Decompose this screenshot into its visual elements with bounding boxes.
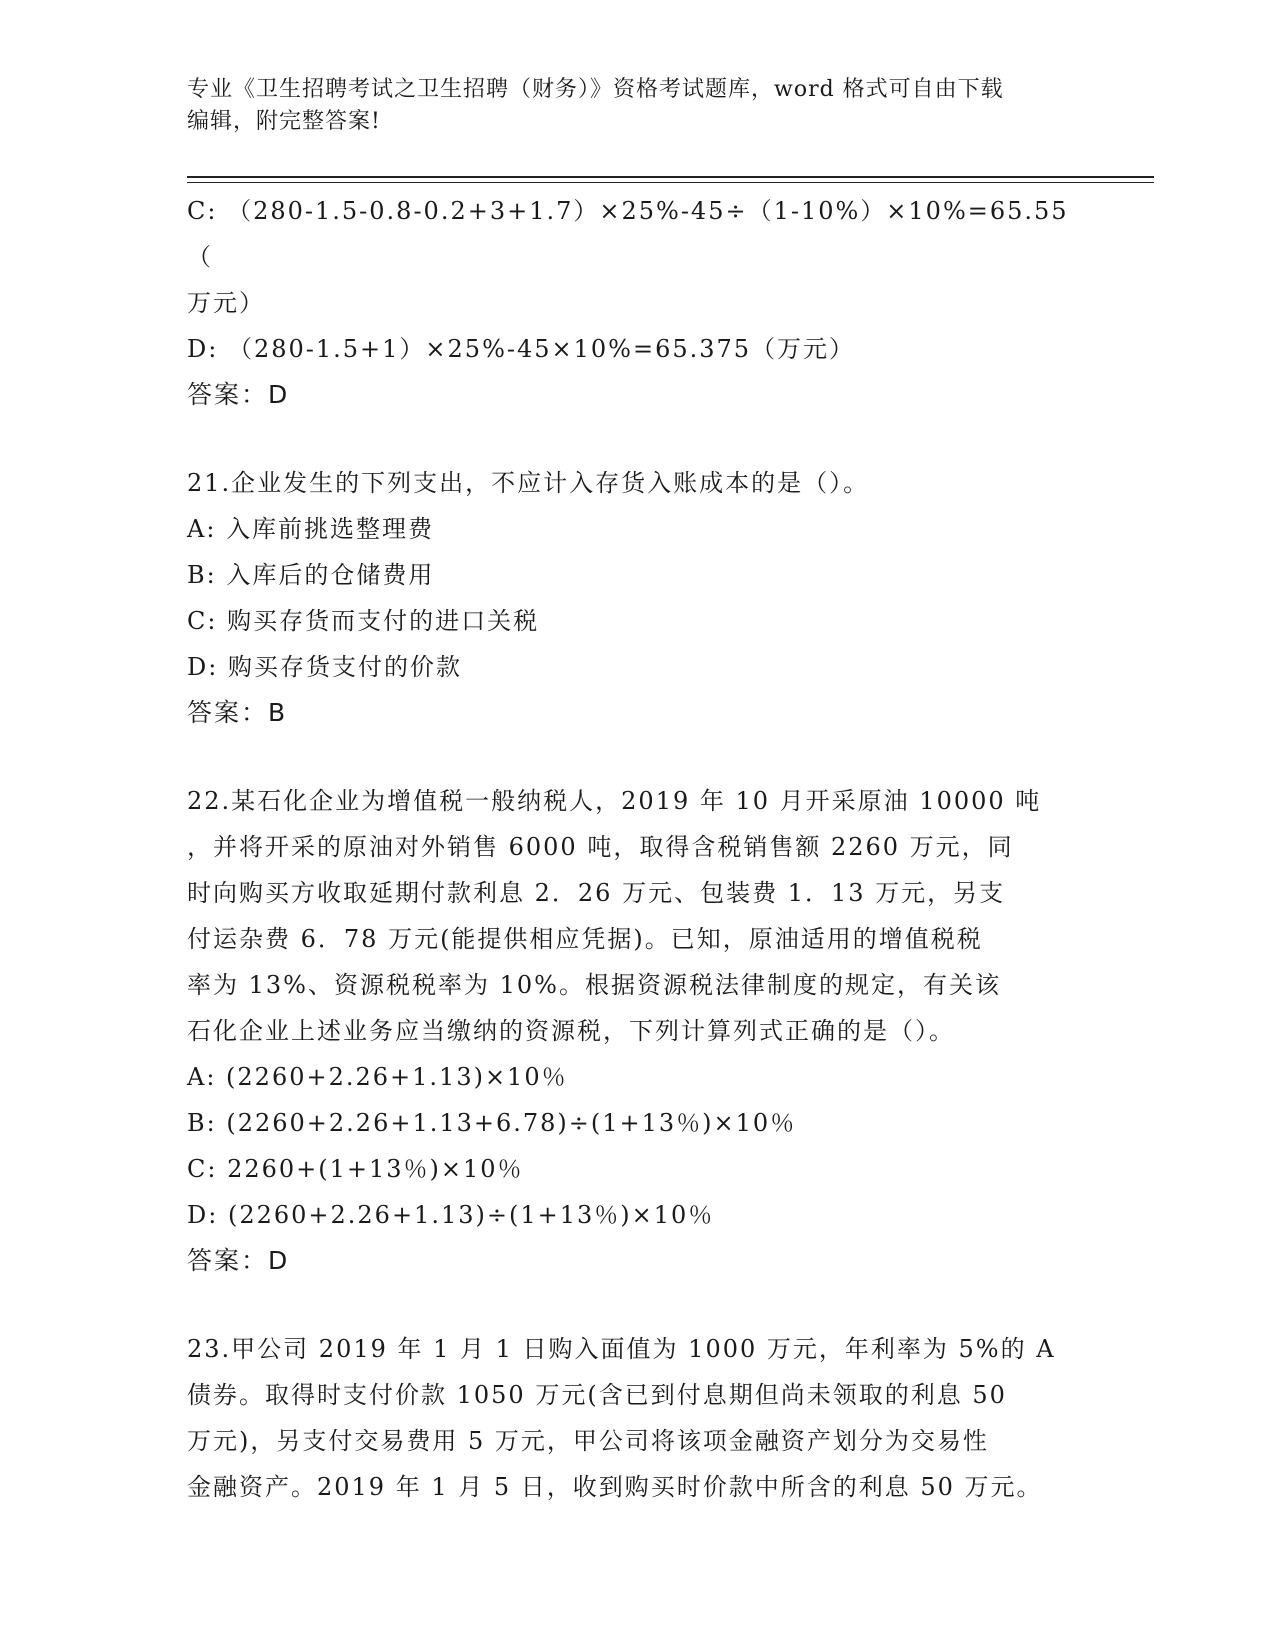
spacer — [187, 736, 1087, 778]
question-stem: 付运杂费 6．78 万元(能提供相应凭据)。已知，原油适用的增值税税 — [187, 925, 983, 953]
previous-question-tail — [187, 188, 1087, 418]
option-line: B: 入库后的仓储费用 — [187, 561, 435, 589]
header-divider-thin — [187, 182, 1154, 183]
option-line: D: 购买存货支付的价款 — [187, 653, 462, 681]
option-line: B: (2260+2.26+1.13+6.78)÷(1+13％)×10％ — [187, 1109, 797, 1137]
question-stem: 率为 13%、资源税税率为 10%。根据资源税法律制度的规定，有关该 — [187, 971, 1001, 999]
answer-label: 答案：B — [187, 698, 288, 727]
question-stem: 时向购买方收取延期付款利息 2．26 万元、包装费 1．13 万元，另支 — [187, 879, 1006, 907]
header-line-1: 专业《卫生招聘考试之卫生招聘（财务）》资格考试题库，word 格式可自由下载 — [187, 77, 1004, 102]
question-23 — [187, 1326, 1087, 1510]
question-stem: 21.企业发生的下列支出，不应计入存货入账成本的是（）。 — [187, 469, 870, 497]
option-line: C: （280-1.5-0.8-0.2+3+1.7）×25%-45÷（1-10%）×10%=65.55（ — [187, 197, 1069, 271]
question-22 — [187, 778, 1087, 1284]
question-stem: 22.某石化企业为增值税一般纳税人，2019 年 10 月开采原油 10000 吨 — [187, 787, 1042, 815]
header-line-2: 编辑，附完整答案! — [187, 109, 381, 134]
question-stem: 金融资产。2019 年 1 月 5 日，收到购买时价款中所含的利息 50 万元。 — [187, 1473, 1043, 1501]
question-stem: 债券。取得时支付价款 1050 万元(含已到付息期但尚未领取的利息 50 — [187, 1381, 1007, 1409]
option-line: D: (2260+2.26+1.13)÷(1+13％)×10％ — [187, 1201, 715, 1229]
answer-label: 答案：D — [187, 1246, 290, 1275]
question-stem: 万元)，另支付交易费用 5 万元，甲公司将该项金融资产划分为交易性 — [187, 1427, 989, 1455]
spacer — [187, 418, 1087, 460]
question-stem: 石化企业上述业务应当缴纳的资源税，下列计算列式正确的是（）。 — [187, 1017, 955, 1045]
question-21 — [187, 460, 1087, 736]
answer-label: 答案：D — [187, 380, 290, 409]
option-line: D: （280-1.5+1）×25%-45×10%=65.375（万元） — [187, 335, 856, 363]
question-stem: 23.甲公司 2019 年 1 月 1 日购入面值为 1000 万元，年利率为 5%的 A — [187, 1335, 1056, 1363]
question-content — [187, 188, 1087, 1510]
question-stem: ，并将开采的原油对外销售 6000 吨，取得含税销售额 2260 万元，同 — [187, 833, 1014, 861]
option-line: 万元） — [187, 289, 265, 317]
option-line: A: (2260+2.26+1.13)×10％ — [187, 1063, 568, 1091]
header-divider-thick — [187, 176, 1154, 178]
option-line: C: 2260+(1+13％)×10％ — [187, 1155, 524, 1183]
spacer — [187, 1284, 1087, 1326]
option-line: C: 购买存货而支付的进口关税 — [187, 607, 540, 635]
option-line: A: 入库前挑选整理费 — [187, 515, 435, 543]
page-header — [187, 74, 1067, 138]
